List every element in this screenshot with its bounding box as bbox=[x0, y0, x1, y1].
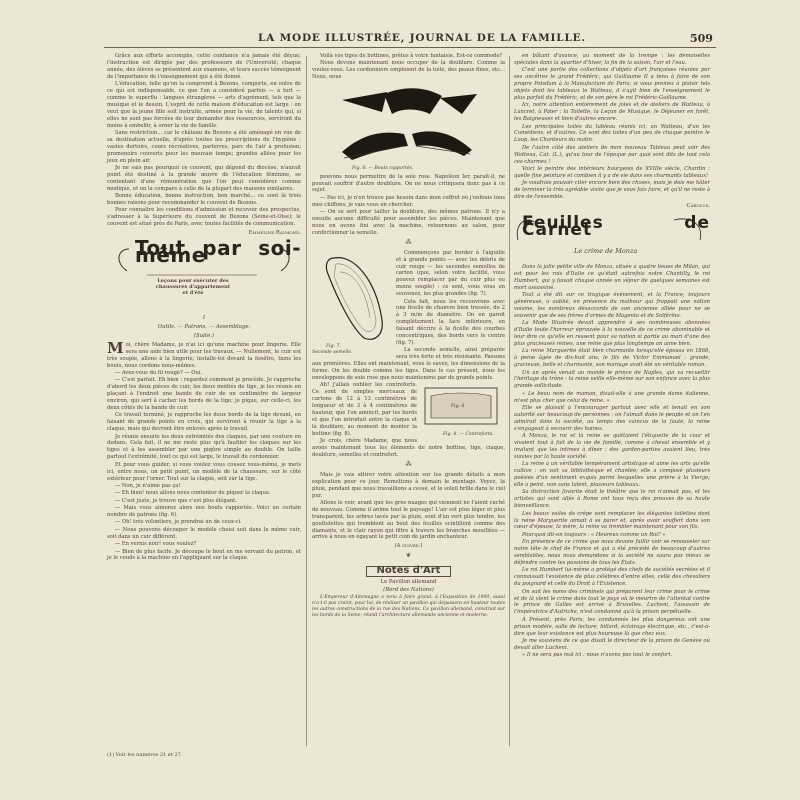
feuilles-de-carnet-banner bbox=[514, 214, 710, 262]
paragraph: L'éducation, telle qu'on la comprend à Bezons, comporte, en outre de ce qui est indispensable, ce que l'on a considéré parfois — à tort — comme le superflu : langues étrangères — arts d'agrément, tels que la musique et le dessin. L'esprit de cette maison d'éducation est large : on veut que la jeune fille soit instruite, armée pour la vie, de talents qui, si elles ne sont pas forcées de leur demander des ressources, serviront du moins à embellir, à orner la vie de famille. bbox=[107, 81, 301, 129]
feuilles-de-carnet-subtitle: Le crime de Monza bbox=[574, 246, 638, 255]
paragraph: La seconde semelle, ainsi préparée sera très forte et très résistante. Passons aux premières. Elles ont maintenant, vous le savez, les dimensions de la forme. On les double comme les tiges. Dans le cas présent, nous les enveloppons de soie rose que nous maintenons par de grands points. bbox=[312, 347, 505, 381]
paragraph: « Il ne sera pas mal ici : nous n'avons pas tout le confort. bbox=[522, 652, 673, 659]
paragraph: — On se sert pour tailler la doublure, des mêmes patrons. Il n'y a ensuite aucune difficulté pour assembler les pièces. Maintenant que nous en avons fini avec la machine, retournons au salon, pour confectionner la semelle. bbox=[312, 209, 505, 236]
paragraph: L'Empereur d'Allemagne a tenu à faire grand, à l'Exposition de 1900, aussi n'a-t-il pas craint, pour lui, de réaliser un pavillon qui dépassera en hauteur toutes les autres constructions de la rue des Nations. Ce pavillon allemand, construit sur les bords de la Seine, réunit l'architecture allemande ancienne et moderne. bbox=[312, 594, 505, 618]
signature-emmeline: Emmeline Raymond. bbox=[248, 230, 301, 237]
paragraph: Cela fait, nous les recouvrons avec une ficelle de chanvre bien tressée, de 2 à 3 m/m de diamètre. On en garnit complètement la face inférieure, en faisant décrire à la ficelle des courbes concentriques, des bords vers le centre (fig. 7). bbox=[396, 298, 505, 346]
paragraph: en bâtant d'avance, au moment de la trempe : les demoiselles spéciales dans la quartier d'hiver, la fin de la saison, l'air et l'eau. bbox=[514, 53, 710, 66]
figure-7-caption: Fig. 7. bbox=[326, 343, 341, 349]
paragraph-text: oi, chère Madame, je n'ai ici qu'une machine pour lingerie. Elle sera une aide bien utile pour les travaux. — Nullement, le cuir est très souple, allons à la lingerie; installe-toi devant la fenêtre, tiens les bouts, nous cordons nous-mêmes. bbox=[107, 341, 301, 369]
paragraph: La reine a un véritable tempérament artistique et aime les arts qu'elle cultive : on voit sa bibliothèque et chantée; elle a composé plusieurs poésies d'un sentiment exquis parmi lesquelles une prière à la Vierge; elle a peint, non sans talent, plusieurs tableaux. bbox=[514, 461, 710, 489]
figure-8-caption: Fig. 8. — Contreforts. bbox=[443, 432, 494, 438]
sole-illustration bbox=[312, 250, 392, 346]
paragraph: pouvons nous permettre de la soie rose. Napoléon Ier, paraît-il, ne pouvait souffrir d'autre doublure. On ne nous critiquera donc pas à ce sujet. bbox=[312, 173, 505, 194]
figure-7-subcaption: Seconde semelle. bbox=[312, 349, 353, 355]
to-be-continued: (A suivre.) bbox=[394, 543, 423, 550]
paragraph: Nous devons maintenant nous occuper de la doublure. Comme la voulez-vous. Les cordonniers emploient de la toile, des peaux fines, etc... Nous, nous bbox=[312, 60, 505, 81]
section-suite: (Suite.) bbox=[193, 332, 215, 339]
paragraph: Bonne éducation, bonne instruction, bon marché... ce sont là trois bonnes raisons pour recommander le couvent de Bezons. bbox=[107, 193, 301, 207]
paragraph: En présence de ce crime que nous devons faillir voir se renouveler sur notre tête le chef de France et qui a été précédé de beaucoup d'autres semblables, nous nous demandons si la société ne saura pas mieux se défendre contre les passions de tous les États. bbox=[514, 539, 710, 566]
column-divider-1 bbox=[306, 56, 307, 746]
paragraph: Commençons par border à l'aiguille et à grands points — avec les débris de cuir rouge — les secondes semelles de carton (que, selon votre facilité, vous pouvez remplacer par du cuir plus ou moins souple) : ce sont, vous vous en souvenez, les plus grandes (fig. 7). bbox=[396, 249, 505, 298]
paragraph: Sa distraction favorite était le théâtre que le roi n'aimait pas, et les artistes qui sont allés à Rome ont tous reçu des preuves de sa haute bienveillance. bbox=[514, 489, 710, 510]
column-divider-2 bbox=[509, 56, 510, 746]
paragraph: La reine Marguerite était bien charmante lorsqu'elle épousa en 1868, à peine âgée de dix-huit ans, le fils de Victor Emmanuel : grande, gracieuse, belle et charmante, son mariage avait été un véritable roman. bbox=[514, 348, 710, 369]
figure-8-contreforts bbox=[421, 382, 505, 440]
tout-par-soi-meme-subtitle: Leçons pour exécuter des chaussures d'appartement et d'été bbox=[155, 278, 231, 297]
feuilles-de-carnet-title: Feuilles de Carnet bbox=[522, 212, 710, 240]
notes-art-header bbox=[312, 566, 505, 577]
paragraph: — Oh! très volontiers, je prendrai un de ceux-ci. bbox=[115, 519, 242, 526]
paragraph: Grâce aux efforts accomplis, cette confiance n'a jamais été déçue; l'instruction est dirigée par des professeurs de l'Université; chaque année, des élèves se présentent aux examens, et leurs succès témoignent de l'importance de l'enseignement qui a été donné. bbox=[107, 53, 301, 80]
paragraph: Un an après venait au monde le prince de Naples, qui va recueillir l'héritage du trône : la reine veille elle-même sur son enfance avec la plus grande sollicitude. bbox=[514, 369, 710, 390]
paragraph: Tout a été dit sur ce tragique événement, et la France, toujours généreuse, a oublié, en présence du malheur qui frappait une nation voisine, les nombreux désaccords de son ancienne alliée pour ne se souvenir que de ses frères d'armes de Magenta et de Solférino. bbox=[514, 292, 710, 319]
paragraph: Je me souviens de ce que disait le directeur de la prison de Genève où devait aller Lucheni. bbox=[514, 637, 710, 651]
paragraph: Et pour vous guider, si vous voulez vous cousez vous-même, je mets ici, entre nous, un petit point, un modèle de la chaussure, sur le côté extérieur pour l'orner. Tout sur la claque, soit sur la tige. bbox=[107, 461, 301, 482]
figure-7-seconde-semelle bbox=[312, 250, 392, 358]
paragraph bbox=[107, 338, 301, 370]
column-3 bbox=[514, 53, 710, 660]
paragraph: Les principales toiles du tableau réunis ici, un Watteau, d'un les Comédiens, et d'autres. Ce sont des toiles d'un peu de chaque peintre le Loup, les Chanteurs du matin. bbox=[514, 123, 710, 144]
journal-title: LA MODE ILLUSTRÉE, JOURNAL DE LA FAMILLE. bbox=[258, 32, 586, 44]
column-1 bbox=[107, 53, 301, 563]
page-number: 509 bbox=[690, 32, 713, 45]
paragraph: Pourquoi dit-on toujours : « Heureux comme un Roi? » bbox=[522, 531, 666, 538]
paragraph: C'est une partie des collections d'objets d'art françaises réunies par ses ancêtres le grand Frédéric, qui Guillaume II a tenu à faire de son propre Potsdam à la Manufacture de Paris; si vous preniez à plaisir tels objets dont les tableaux le Watteau, il s'agit bien de l'enseignement le plus parfait du Frédéric, et de son père le roi Frédéric-Guillaume. bbox=[514, 67, 710, 101]
notes-art-title: Notes d'Art bbox=[366, 566, 452, 577]
paragraph: Elle se plaisait à l'encourager partout avec elle et tenait en son autorité sur beaucoup de personnes : on l'aimait dans le peuple et on l'en admirait dans la société, au temps des vaincus de la faute, la reine s'engageait à secourir des haines. bbox=[514, 405, 710, 432]
section-mark: ⁂ bbox=[405, 460, 412, 468]
paragraph: Ici, notre attention entièrement de joies et de ateliers de Watteau, à Lancret, à Pater : la Toilette, la Leçon de Musique, le Déjeuner en forêt, les Baigneuses et bien d'autres encore. bbox=[514, 102, 710, 123]
column-2 bbox=[312, 53, 505, 619]
tout-par-soi-meme-banner bbox=[107, 236, 301, 313]
paragraph: Sans restriction... car le château de Bezons a été aménagé en vue de sa destination actuelle, d'après toutes les prescriptions de l'hygiène : vastes dortoirs, cours récréatives, parterres, parc de l'air à profusion; promenoirs couverts pour les mauvais temps; grandes allées pour les jeux en plein air. bbox=[107, 129, 301, 164]
paragraph: On sait les noms des criminels qui préparent leur crime pour le crime et de là vient le crime dans tout le pays où le meurtre de l'attentat contre le prince de Galles est arrivé à Bruxelles. Lucheni, l'assassin de l'impératrice d'Autriche, n'est condamné qu'à la prison perpétuelle. bbox=[514, 588, 710, 616]
paragraph: — En vernis noir! vous voulez? bbox=[115, 541, 197, 548]
paragraph: — C'est juste, je trouve que c'est plus élégant. bbox=[115, 497, 237, 504]
drop-cap: M bbox=[107, 338, 124, 357]
figure-6-caption: Fig. 6. — Bouts rapportés. bbox=[352, 165, 414, 171]
paragraph: Je ne sais pas pourquoi ce couvent, qui dépend du diocèse, n'aurait point été destiné à la grande œuvre de l'éducation féminine, se contentant d'une rémunération que l'on peut considérer comme modique, et on la compare à celle de la plupart des maisons similaires. bbox=[107, 165, 301, 192]
shoe-toe-patterns-illustration bbox=[312, 82, 505, 174]
paragraph: Les beaux voiles de crêpe vont remplacer les élégantes toilettes dont la reine Marguerite aimait à se parer et, après avoir souffert dans son cœur d'épouse, la mère, la reine va trembler maintenant pour son fils. bbox=[514, 510, 710, 531]
header-rule bbox=[104, 47, 716, 48]
paragraph: — Mais vous aimerez alors nos bouts rapportés. Voici un certain nombre de patrons (fig. 6). bbox=[107, 505, 301, 519]
paragraph: — Avez-vous du fil rouge? — Oui. bbox=[115, 369, 203, 376]
paragraph: Je crois, chère Madame, que nous avons maintenant tous les éléments de notre bottine, tige, claque, doublure, semelles et contrefort. bbox=[312, 438, 505, 458]
footnote: (1) Voir les numéros 21 et 27. bbox=[107, 752, 183, 758]
running-header bbox=[0, 32, 800, 46]
paragraph: Ce travail terminé, je rapproche les deux bords de la tige devant, en faisant de grands points en croix, qui serviront à réunir la tige à la claque, mais qui devront être enlevés après le travail. bbox=[107, 412, 301, 433]
paragraph: — Non, je n'aime pas ça! bbox=[115, 482, 181, 489]
signature-carolus: Carolus. bbox=[686, 203, 710, 210]
figure-6-bouts-rapportes bbox=[312, 82, 505, 174]
section-roman: I bbox=[202, 315, 206, 322]
paragraph: — Eh bien! nous allons nous contenter de piquer la claque. bbox=[115, 490, 271, 497]
tout-par-soi-meme-title: Tout par soi-même bbox=[135, 236, 301, 267]
paragraph: — Nous pouvons découper le modèle choisi soit dans le même cuir, soit dans un cuir différent. bbox=[107, 526, 301, 540]
paragraph: Allons le voir, avant que les gros nuages qui viennent ne l'aient caché de nouveau. Comme il anime tout le paysage! L'air est plus léger et plus transparent, les arbres lavés par la pluie, sont d'un vert plus tendre, les gouttelettes qui tremblent au bout des feuilles scintillent comme des diamants, et le clair rayon qui filtre à travers les branches mouillées — arrive à nous en égayant le petit coin de jardin enchanteur. bbox=[312, 499, 505, 541]
notes-art-location: (Bord des Nations) bbox=[383, 586, 434, 593]
paragraph: — C'est parfait. Eh bien : regardez comment je procède. Je rapproche d'abord les deux pièces de cuir, les deux moitiés de tige, je les réunis en plaçant à l'endroit une bande de cuir de un centimètre de largeur environ, qui sert à cacher les bords de la tige; je pique, sur celle-ci, les deux côtés de la bande de cuir. bbox=[107, 377, 301, 411]
paragraph: Voilà vos tiges de bottines, prêtes à votre fantaisie. Est-ce commode? bbox=[320, 53, 503, 59]
paragraph: À Présent, près Paris, les condamnés les plus dangereux ont une prison modèle, salle de lecture, billard, éclairage électrique, etc., c'est-à-dire que leur existence est plus heureuse là que chez eux. bbox=[514, 616, 710, 637]
paragraph: Pour connaître les conditions d'admission et recevoir des prospectus, s'adresser à la Supérieure du couvent de Bezons (Seine-et-Oise); le couvent est situé près de Paris, avec toutes facilités de communication. bbox=[107, 207, 301, 228]
paragraph: La Mode Illustrée devait apprendre à ses nombreuses abonnées d'Italie toute l'horreur éprouvée à la nouvelle de ce crime abominable et leur dire ce qu'elle en ressent pour sa nation si partie au mari d'une des plus gracieuses reines, une reine que plus longtemps on aime bien. bbox=[514, 320, 710, 347]
paragraph: Dans la jolie petite ville de Monza, située à quatre lieues de Milan, qui est pour les rois d'Italie ce qu'était autrefois notre Chantilly, le roi Humbert, qui y faisait chaque année un séjour de quelques semaines est mort assassiné. bbox=[514, 263, 710, 291]
paragraph: Mais je vais attirer votre attention sur les grands détails à mon explication pour ce jour. Remettons à demain le montage. Voyez, la pluie, pendant que nous travaillions a cessé, et le soleil brille dans le ciel pur. bbox=[312, 471, 505, 499]
paragraph: « Le beau nom de maman, disait-elle à une grande dame italienne, m'est plus cher que celui de reine. » bbox=[514, 390, 710, 404]
paragraph: — Pas ici, je n'en trouve pas besoin dans mon coffret où j'enfouis tous mes chiffons; je vais vous en chercher. bbox=[312, 194, 505, 208]
paragraph: Ah! j'allais oublier les contreforts. Ce sont de simples morceaux de cartons de 12 à 13 centimètres de longueur et de 3 à 4 centimètres de hauteur, que l'on amincit, par les bords et que l'on introduit entre la claque et la doublure, au moment de monter la bottine (fig. 8). bbox=[312, 382, 417, 437]
paragraph: Je réunis ensuite les deux extrémités des claques, par une couture en dedans. Cela fait, il ne me reste plus qu'à faufiler les claques sur les tiges et à les assembler par une piqûre simple au double. On taille partout l'extrémité, tout ce qui est large, le travail du cordonnier. bbox=[107, 433, 301, 461]
ornament-divider: ❦ bbox=[405, 552, 412, 560]
section-mark: ⁂ bbox=[405, 238, 412, 246]
notes-art-subtitle: Le Pavillon allemand bbox=[380, 579, 437, 586]
figure-8-box-label: Fig. 8 bbox=[451, 404, 465, 410]
paragraph: Le roi Humbert lui-même a protégé des chefs de sociétés secrètes et il connaissait l'existence de plus célèbres d'entre elles, celle des chevaliers du poignard et celle du Droit à l'Existence. bbox=[514, 567, 710, 588]
paragraph: De l'autre côté des ateliers de mon nouveau Tableau peut voir des Watteau, Cat. (L.), qu'au tour de l'époque par quoi sont dits de tout cela ces charmes ! bbox=[514, 144, 710, 165]
section-title: Outils. — Patrons. — Assemblage. bbox=[157, 323, 251, 330]
paragraph: — Bien de plus facile. Je découpe le bout en me servant du patron, et je le couds à la machine en l'appliquant sur la claque. bbox=[107, 548, 301, 562]
paragraph: Voici le peintre des intérieurs bourgeois de XVIIIe siècle, Chardin : quelle fine peinture et combien il y a de vie dans ses charmants tableaux! bbox=[514, 166, 710, 179]
paragraph: À Monza, le roi et la reine se quittaient l'étiquette de la cour et vivaient tout à fait de la vie de famille, comme à cheval ensemble et y invitant que les intimes à dîner : des garden-parties avaient lieu, très suivies par la haute société. bbox=[514, 433, 710, 460]
paragraph: Je voudrais pouvoir citer encore bien des choses, mais je dois me hâter de terminer la très agréable visite que je vous fais faire, et qu'il ne reste à dire de l'ensemble. bbox=[514, 180, 710, 201]
